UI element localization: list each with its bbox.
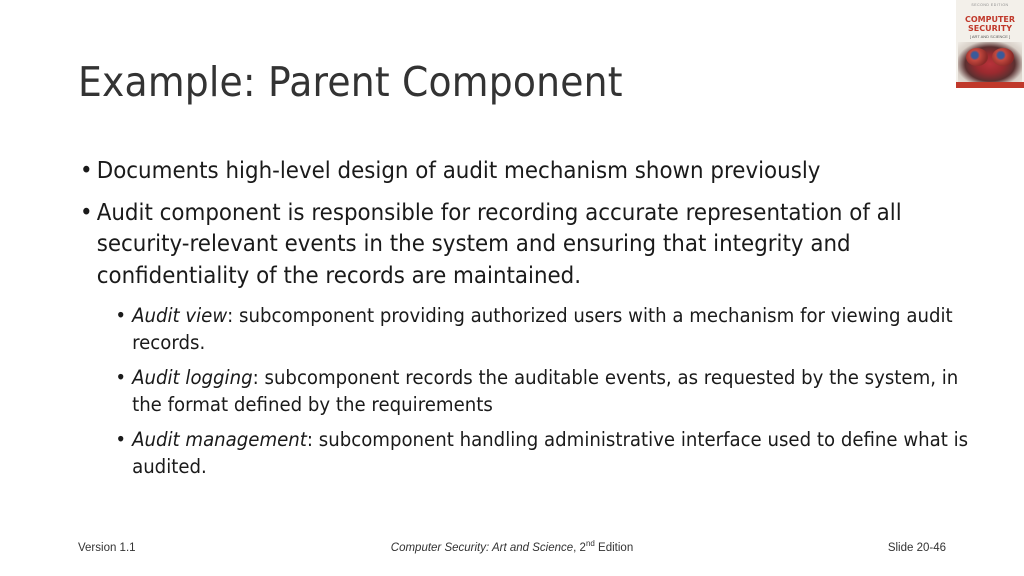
sub-bullet-item bbox=[80, 364, 988, 418]
book-edition-banner: SECOND EDITION bbox=[971, 3, 1009, 7]
bullet-text: Audit component is responsible for recording accurate representation of all security-relevant events in the system and ensuring that integrity and confidentiality of the records are maintained. bbox=[96, 199, 902, 289]
bullet-text: Documents high-level design of audit mechanism shown previously bbox=[96, 158, 821, 184]
sub-bullet-item bbox=[80, 302, 988, 356]
footer-version: Version 1.1 bbox=[78, 542, 136, 554]
footer-book-title bbox=[0, 539, 1024, 554]
bullet-dot-icon: • bbox=[80, 199, 93, 226]
book-bottom-band bbox=[956, 82, 1024, 88]
footer-edition-sup: nd bbox=[585, 539, 595, 549]
footer-slide-number: Slide 20-46 bbox=[887, 542, 946, 554]
sub-bullet-text: : subcomponent handling administrative interface used to define what is audited. bbox=[132, 428, 969, 478]
sub-bullet-text: : subcomponent providing authorized users with a mechanism for viewing audit records. bbox=[132, 304, 953, 354]
slide-content bbox=[80, 156, 969, 488]
bullet-dot-icon: • bbox=[115, 428, 127, 451]
book-subtitle: [ ART AND SCIENCE ] bbox=[969, 34, 1011, 39]
butterfly-wing-right bbox=[992, 48, 1014, 66]
bullet-item bbox=[80, 156, 962, 188]
bullet-dot-icon: • bbox=[115, 366, 127, 389]
butterfly-wing-left bbox=[966, 48, 988, 66]
sub-bullet-term: Audit view bbox=[132, 304, 228, 327]
slide-title: Example: Parent Component bbox=[78, 58, 623, 106]
book-cover-image bbox=[956, 0, 1024, 88]
bullet-item bbox=[80, 198, 962, 293]
bullet-dot-icon: • bbox=[80, 158, 93, 184]
sub-bullet-text: : subcomponent records the auditable events, as requested by the system, in the format defined by the requirements bbox=[132, 366, 959, 416]
footer-book-name: Computer Security: Art and Science bbox=[390, 542, 574, 554]
book-title-line2: SECURITY bbox=[968, 23, 1012, 33]
footer-edition-suffix: Edition bbox=[594, 542, 634, 554]
footer-edition-prefix: , 2 bbox=[573, 542, 586, 554]
sub-bullet-term: Audit management bbox=[132, 428, 307, 451]
sub-bullet-term: Audit logging bbox=[132, 366, 253, 389]
bullet-dot-icon: • bbox=[115, 304, 127, 327]
book-title-line1: COMPUTER bbox=[964, 15, 1016, 24]
sub-bullet-list bbox=[80, 302, 969, 480]
sub-bullet-item bbox=[80, 426, 988, 480]
